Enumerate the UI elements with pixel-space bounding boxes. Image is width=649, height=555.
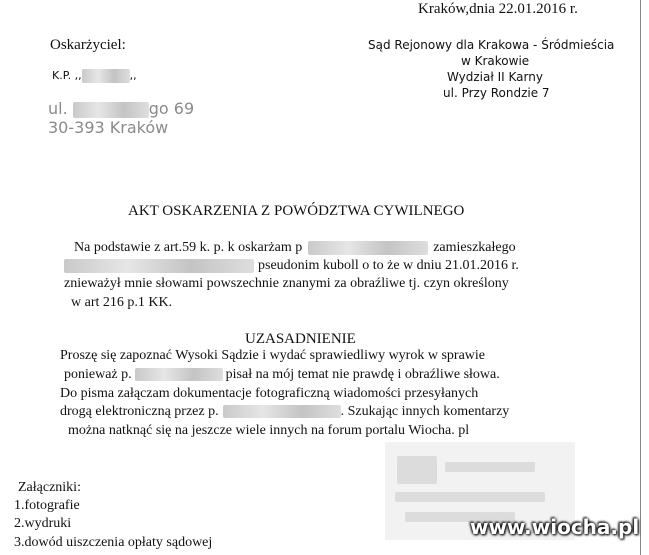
street-suffix: go 69 <box>148 99 195 118</box>
court-line-2: w Krakowie <box>461 54 530 68</box>
body-line-1 <box>74 240 516 256</box>
prosecutor-label: Oskarżyciel: <box>50 37 126 53</box>
justification-line-5: można natknąć się na jeszcze wiele innych na forum portalu Wiocha. pl <box>68 423 470 438</box>
attachment-item: 1.fotografie <box>14 498 80 513</box>
redacted-address <box>64 259 254 273</box>
body-line-1b: zamieszkałego <box>433 240 516 255</box>
attachments-label: Załączniki: <box>18 480 81 495</box>
document-title: AKT OSKARZENIA Z POWÓDZTWA CYWILNEGO <box>128 203 465 219</box>
justification-line-3: Do pisma załączam dokumentacje fotograficzną wiadomości przesyłanych <box>60 386 479 401</box>
court-line-1: Sąd Rejonowy dla Krakowa - Śródmieścia <box>368 38 615 52</box>
justification-line-4b: . Szukając innych komentarzy <box>340 404 510 419</box>
redacted-defendant <box>308 241 428 255</box>
body-line-1a: Na podstawie z art.59 k. p. k oskarżam p <box>74 240 303 255</box>
place-date: Kraków,dnia 22.01.2016 r. <box>418 1 578 17</box>
justification-line-2a: ponieważ p. <box>64 367 132 382</box>
redacted-person <box>135 368 223 381</box>
justification-line-1: Proszę się zapoznać Wysoki Sądzie i wydać sprawiedliwy wyrok w sprawie <box>60 348 485 363</box>
prosecutor-name <box>52 69 137 83</box>
court-line-3: Wydział II Karny <box>447 70 543 84</box>
justification-line-4 <box>60 404 509 420</box>
body-line-3: znieważył mnie słowami powszechnie znanymi za obraźliwe tj. czyn określony <box>64 276 509 291</box>
body-line-2 <box>64 258 519 274</box>
body-line-4: w art 216 p.1 KK. <box>71 295 173 310</box>
body-line-2-text: pseudonim kuboll o to że w dniu 21.01.2016 r. <box>258 258 519 273</box>
justification-line-2b: pisał na mój temat nie prawdę i obraźliwe słowa. <box>225 367 500 382</box>
redacted-name <box>82 69 130 83</box>
page-edge <box>640 0 641 555</box>
attachment-item: 2.wydruki <box>14 516 72 531</box>
watermark-logo: www.wiocha.pl <box>470 515 640 539</box>
redacted-street <box>73 102 149 118</box>
prosecutor-city: 30-393 Kraków <box>48 118 169 137</box>
street-prefix: ul. <box>48 99 68 118</box>
court-line-4: ul. Przy Rondzie 7 <box>443 86 550 100</box>
prosecutor-name-prefix: K.P. ,, <box>52 69 82 82</box>
prosecutor-street <box>48 99 194 118</box>
attachment-item: 3.dowód uiszczenia opłaty sądowej <box>14 535 213 550</box>
redacted-sender <box>223 405 341 418</box>
justification-line-4a: drogą elektroniczną przez p. <box>60 404 219 419</box>
justification-heading: UZASADNIENIE <box>245 331 356 347</box>
justification-line-2 <box>64 367 500 383</box>
prosecutor-name-suffix: ,, <box>129 69 137 82</box>
